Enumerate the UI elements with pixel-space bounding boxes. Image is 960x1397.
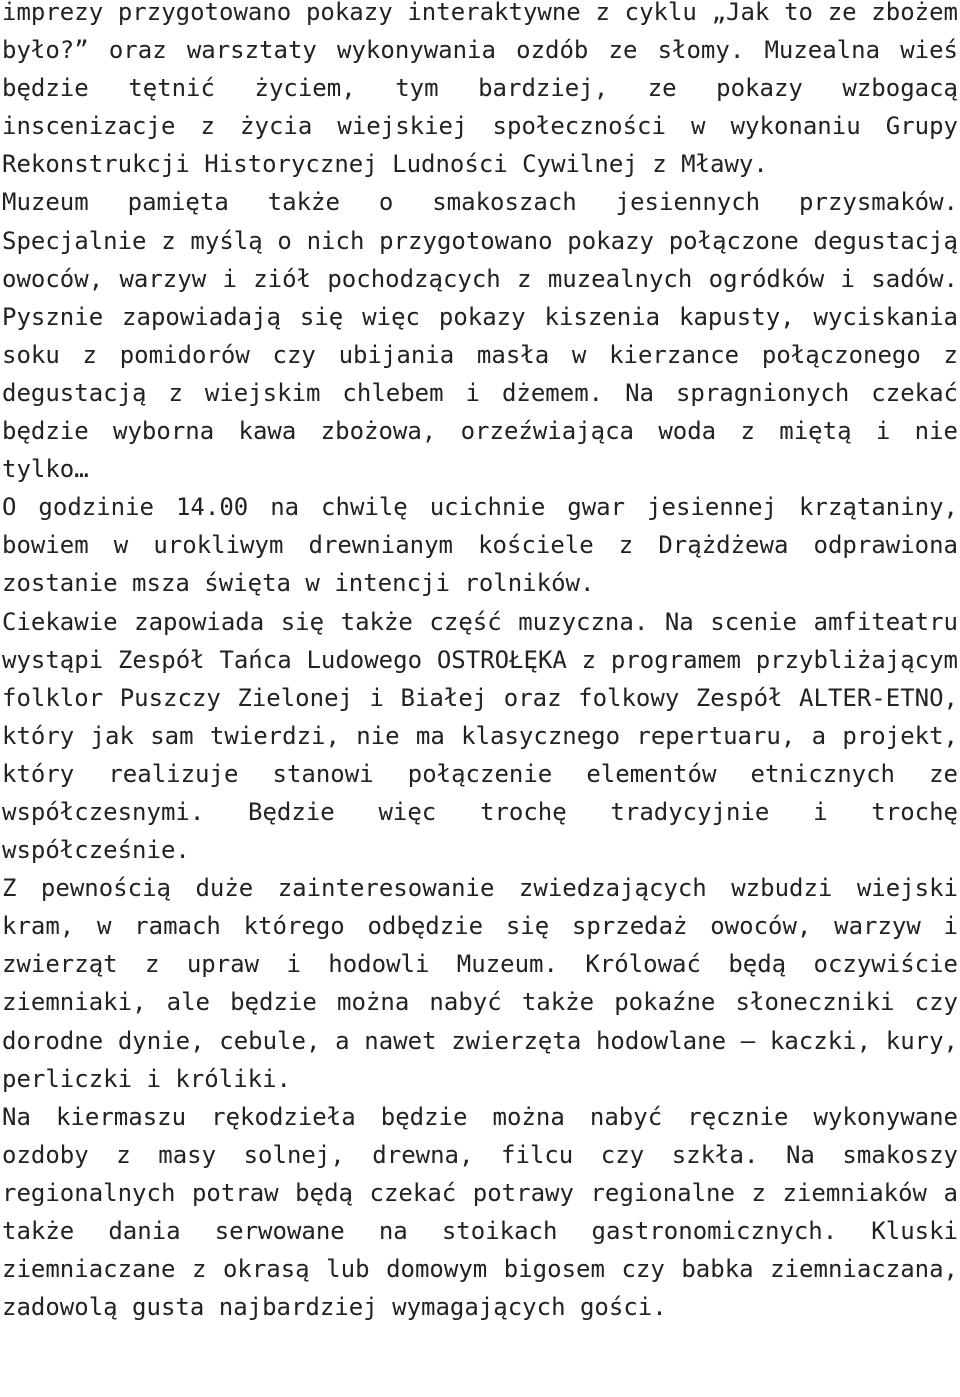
- paragraph-music-program: Ciekawie zapowiada się także część muzyczna. Na scenie amfiteatru wystąpi Zespół Tańca Ludowego OSTROŁĘKA z programem przybliżającym folklor Puszczy Zielonej i Białej oraz folkowy Zespół ALTER-ETNO, który jak sam twierdzi, nie ma klasycznego repertuaru, a projekt, który realizuje stanowi połączenie elementów etnicznych ze współczesnymi. Będzie więc trochę tradycyjnie i trochę współcześnie.: [2, 607, 958, 865]
- paragraph-holy-mass: O godzinie 14.00 na chwilę ucichnie gwar jesiennej krzątaniny, bowiem w urokliwym drewnianym kościele z Drążdżewa odprawiona zostanie msza święta w intencji rolników.: [2, 493, 958, 598]
- article-body: [2, 0, 958, 1326]
- paragraph-straw-workshops: imprezy przygotowano pokazy interaktywne z cyklu „Jak to ze zbożem było?” oraz warsztaty wykonywania ozdób ze słomy. Muzealna wieś będzie tętnić życiem, tym bardziej, ze pokazy wzbogacą inscenizacje z życia wiejskiej społeczności w wykonaniu Grupy Rekonstrukcji Historycznej Ludności Cywilnej z Mławy.: [2, 0, 958, 179]
- paragraph-autumn-delicacies: Muzeum pamięta także o smakoszach jesiennych przysmaków. Specjalnie z myślą o nich przygotowano pokazy połączone degustacją owoców, warzyw i ziół pochodzących z muzealnych ogródków i sadów. Pysznie zapowiadają się więc pokazy kiszenia kapusty, wyciskania soku z pomidorów czy ubijania masła w kierzance połączonego z degustacją z wiejskim chlebem i dżemem. Na spragnionych czekać będzie wyborna kawa zbożowa, orzeźwiająca woda z miętą i nie tylko…: [2, 188, 958, 484]
- paragraph-village-stall: Z pewnością duże zainteresowanie zwiedzających wzbudzi wiejski kram, w ramach którego odbędzie się sprzedaż owoców, warzyw i zwierząt z upraw i hodowli Muzeum. Królować będą oczywiście ziemniaki, ale będzie można nabyć także pokaźne słoneczniki czy dorodne dynie, cebule, a nawet zwierzęta hodowlane – kaczki, kury, perliczki i króliki.: [2, 874, 958, 1093]
- paragraph-handicraft-fair: Na kiermaszu rękodzieła będzie można nabyć ręcznie wykonywane ozdoby z masy solnej, drewna, filcu czy szkła. Na smakoszy regionalnych potraw będą czekać potrawy regionalne z ziemniaków a także dania serwowane na stoikach gastronomicznych. Kluski ziemniaczane z okrasą lub domowym bigosem czy babka ziemniaczana, zadowolą gusta najbardziej wymagających gości.: [2, 1102, 958, 1322]
